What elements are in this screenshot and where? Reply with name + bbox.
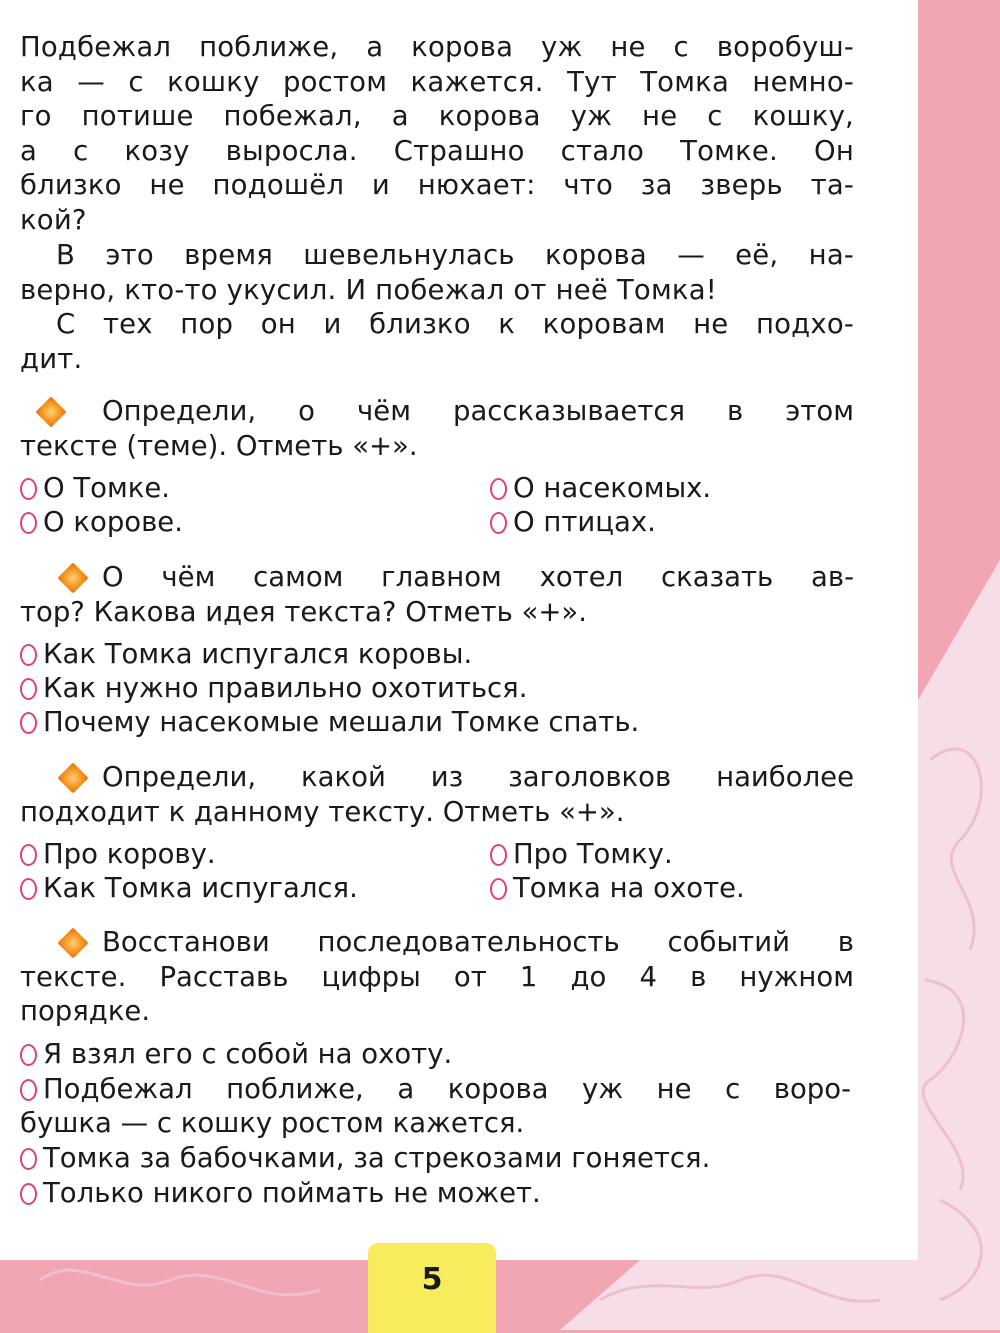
text-line: го потише побежал, а корова уж не с кошку, xyxy=(20,100,854,133)
answer-circle-icon[interactable] xyxy=(20,1183,37,1205)
answer-circle-icon[interactable] xyxy=(20,1148,37,1170)
text-line: тексте (теме). Отметь «+». xyxy=(20,429,418,462)
task-3-option-hunting[interactable]: Томка на охоте. xyxy=(490,871,745,905)
story-paragraph-3 xyxy=(20,307,854,376)
text-line: Подбежал поближе, а корова уж не с воробуш- xyxy=(20,31,854,63)
task-3-question xyxy=(20,760,854,829)
text-line: С тех пор он и близко к коровам не подхо- xyxy=(56,308,854,340)
story-paragraph-2 xyxy=(20,238,854,307)
task-1-option-birds[interactable]: О птицах. xyxy=(490,505,656,539)
task-4-option-2-continued: бушка — с кошку ростом кажется. xyxy=(20,1107,525,1139)
task-2-option-3[interactable]: Почему насекомые мешали Томке спать. xyxy=(20,705,639,739)
answer-circle-icon[interactable] xyxy=(20,678,37,700)
task-4-option-3[interactable]: Томка за бабочками, за стрекозами гоняется. xyxy=(20,1141,710,1175)
task-1-option-insects[interactable]: О насекомых. xyxy=(490,471,711,505)
answer-circle-icon[interactable] xyxy=(20,1079,37,1101)
answer-circle-icon[interactable] xyxy=(490,512,507,534)
answer-circle-icon[interactable] xyxy=(20,844,37,866)
task-3-option-about-cow[interactable]: Про корову. xyxy=(20,837,216,871)
task-4-option-1[interactable]: Я взял его с собой на охоту. xyxy=(20,1037,452,1071)
text-line: а с козу выросла. Страшно стало Томке. Он xyxy=(20,134,854,167)
text-line: дит. xyxy=(20,342,83,375)
text-line: порядке. xyxy=(20,995,151,1028)
story-paragraph-1 xyxy=(20,30,854,238)
answer-circle-icon[interactable] xyxy=(490,844,507,866)
text-line: Определи, о чём рассказывается в этом xyxy=(102,395,854,427)
answer-circle-icon[interactable] xyxy=(20,512,37,534)
answer-circle-icon[interactable] xyxy=(20,1044,37,1066)
answer-circle-icon[interactable] xyxy=(20,712,37,734)
answer-circle-icon[interactable] xyxy=(490,478,507,500)
answer-circle-icon[interactable] xyxy=(490,878,507,900)
text-line: Восстанови последовательность событий в xyxy=(102,926,854,958)
task-1-option-cow[interactable]: О корове. xyxy=(20,505,183,539)
task-1-question xyxy=(20,394,854,463)
text-line: тексте. Расставь цифры от 1 до 4 в нужном xyxy=(20,960,854,993)
task-4-option-2[interactable]: Подбежал поближе, а корова уж не с воро- xyxy=(20,1072,854,1106)
task-2-option-1[interactable]: Как Томка испугался коровы. xyxy=(20,637,472,671)
text-line: ка — с кошку ростом кажется. Тут Томка немно- xyxy=(20,65,854,98)
text-line: близко не подошёл и нюхает: что за зверь та- xyxy=(20,169,854,202)
text-line: Определи, какой из заголовков наиболее xyxy=(102,761,854,793)
task-2-option-2[interactable]: Как нужно правильно охотиться. xyxy=(20,671,527,705)
answer-circle-icon[interactable] xyxy=(20,878,37,900)
answer-circle-icon[interactable] xyxy=(20,644,37,666)
task-3-option-how-scared[interactable]: Как Томка испугался. xyxy=(20,871,358,905)
page-number: 5 xyxy=(421,1262,443,1297)
text-line: В это время шевельнулась корова — её, на- xyxy=(56,239,854,271)
text-line: верно, кто-то укусил. И побежал от неё Томка! xyxy=(20,273,717,306)
text-line: кой? xyxy=(20,203,87,236)
task-3-option-about-tomka[interactable]: Про Томку. xyxy=(490,837,673,871)
task-1-option-tomka[interactable]: О Томке. xyxy=(20,471,170,505)
task-2-question xyxy=(20,560,854,629)
answer-circle-icon[interactable] xyxy=(20,478,37,500)
text-line: О чём самом главном хотел сказать ав- xyxy=(102,561,854,593)
text-line: подходит к данному тексту. Отметь «+». xyxy=(20,795,625,828)
text-line: тор? Какова идея текста? Отметь «+». xyxy=(20,595,587,628)
task-4-question xyxy=(20,925,854,1029)
task-4-option-4[interactable]: Только никого поймать не может. xyxy=(20,1176,541,1210)
